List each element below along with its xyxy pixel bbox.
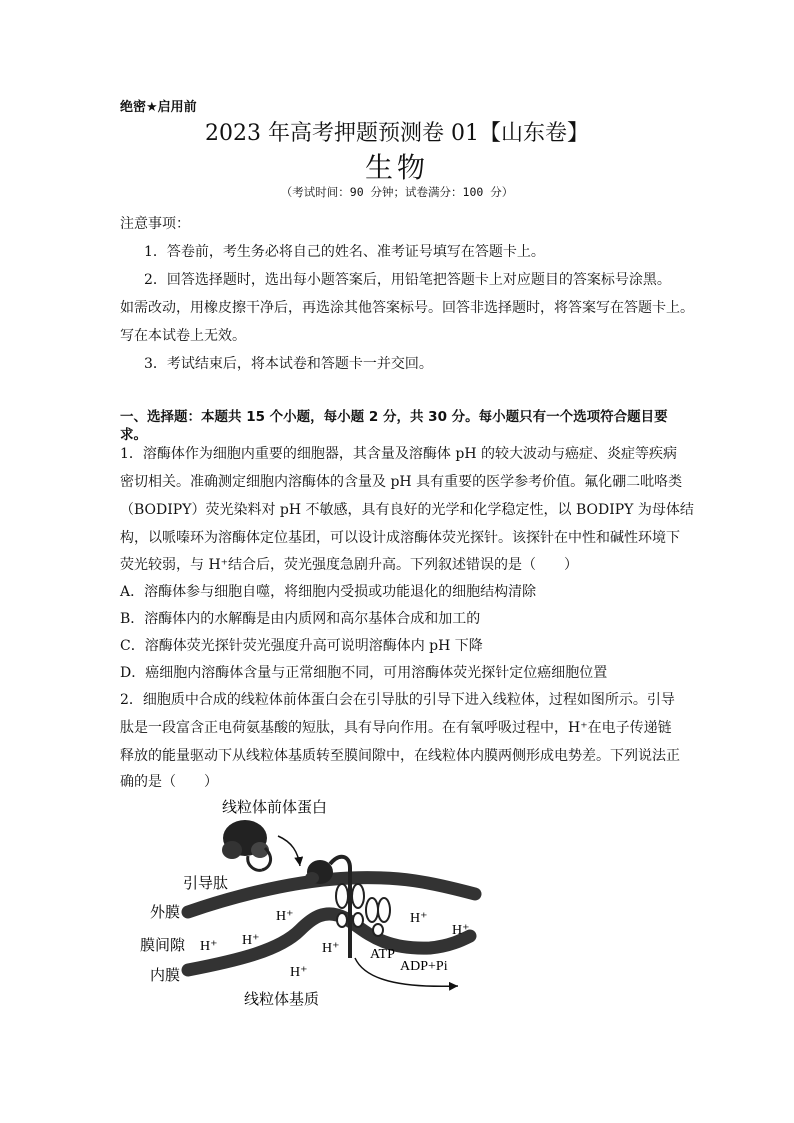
q1-stem: 1．溶酶体作为细胞内重要的细胞器，其含量及溶酶体 pH 的较大波动与癌症、炎症等疾病: [120, 446, 677, 462]
h-ion: H⁺: [242, 933, 260, 948]
note-item-2-cont: 写在本试卷上无效。: [120, 328, 246, 344]
label-precursor: 线粒体前体蛋白: [222, 798, 328, 816]
note-item-2: 2．回答选择题时，选出每小题答案后，用铅笔把答题卡上对应题目的答案标号涂黑。: [144, 272, 671, 288]
subject-title: 生物: [364, 151, 429, 184]
exam-title: 2023 年高考押题预测卷 01【山东卷】: [205, 121, 589, 146]
adp-label: ADP+Pi: [400, 959, 448, 974]
h-ion: H⁺: [322, 941, 340, 956]
q1-stem: 荧光较弱，与 H⁺结合后，荧光强度急剧升高。下列叙述错误的是（ ）: [120, 557, 579, 573]
q2-stem: 2．细胞质中合成的线粒体前体蛋白会在引导肽的引导下进入线粒体，过程如图所示。引导: [120, 692, 675, 708]
precursor-protein: [222, 820, 271, 870]
label-intermembrane-space: 膜间隙: [140, 936, 186, 954]
h-ion: H⁺: [200, 939, 218, 954]
exam-info: （考试时间：90 分钟；试卷满分：100 分）: [280, 185, 514, 199]
label-outer-membrane: 外膜: [150, 903, 181, 921]
atp-label: ATP: [370, 947, 395, 962]
note-item-3: 3．考试结束后，将本试卷和答题卡一并交回。: [144, 356, 433, 372]
q2-stem: 肽是一段富含正电荷氨基酸的短肽，具有导向作用。在有氧呼吸过程中，H⁺在电子传递链: [120, 720, 672, 736]
q1-stem: 密切相关。准确测定细胞内溶酶体的含量及 pH 具有重要的医学参考价值。氟化硼二吡咯类: [120, 474, 683, 490]
mitochondria-import-figure: [0, 790, 794, 1020]
q1-option-c: C．溶酶体荧光探针荧光强度升高可说明溶酶体内 pH 下降: [120, 638, 483, 654]
h-ion: H⁺: [290, 965, 308, 980]
label-signal-peptide: 引导肽: [183, 874, 229, 892]
h-ion: H⁺: [276, 909, 294, 924]
outer-membrane: [188, 878, 475, 912]
h-ion: H⁺: [452, 923, 470, 938]
label-matrix: 线粒体基质: [244, 990, 320, 1008]
q2-stem: 释放的能量驱动下从线粒体基质转至膜间隙中，在线粒体内膜两侧形成电势差。下列说法正: [120, 748, 680, 764]
q1-option-d: D．癌细胞内溶酶体含量与正常细胞不同，可用溶酶体荧光探针定位癌细胞位置: [120, 665, 608, 681]
section-heading: 一、选择题：本题共 15 个小题，每小题 2 分，共 30 分。每小题只有一个选项符合题目要求。: [120, 409, 668, 443]
q2-stem: 确的是（ ）: [120, 774, 218, 790]
q1-option-b: B．溶酶体内的水解酶是由内质网和高尔基体合成和加工的: [120, 611, 481, 627]
confidential-mark: 绝密★启用前: [120, 100, 197, 115]
q1-stem: （BODIPY）荧光染料对 pH 不敏感，具有良好的光学和化学稳定性，以 BODIPY 为母体结: [120, 502, 694, 518]
import-arrow: [278, 836, 300, 866]
q1-option-a: A．溶酶体参与细胞自噬，将细胞内受损或功能退化的细胞结构清除: [120, 584, 537, 600]
label-inner-membrane: 内膜: [150, 966, 181, 984]
notes-heading: 注意事项：: [120, 216, 190, 232]
note-item-2-cont: 如需改动，用橡皮擦干净后，再选涂其他答案标号。回答非选择题时，将答案写在答题卡上。: [120, 300, 694, 316]
q1-stem: 构，以哌嗪环为溶酶体定位基团，可以设计成溶酶体荧光探针。该探针在中性和碱性环境下: [120, 530, 680, 546]
h-ion: H⁺: [410, 911, 428, 926]
note-item-1: 1．答卷前，考生务必将自己的姓名、准考证号填写在答题卡上。: [144, 244, 545, 260]
